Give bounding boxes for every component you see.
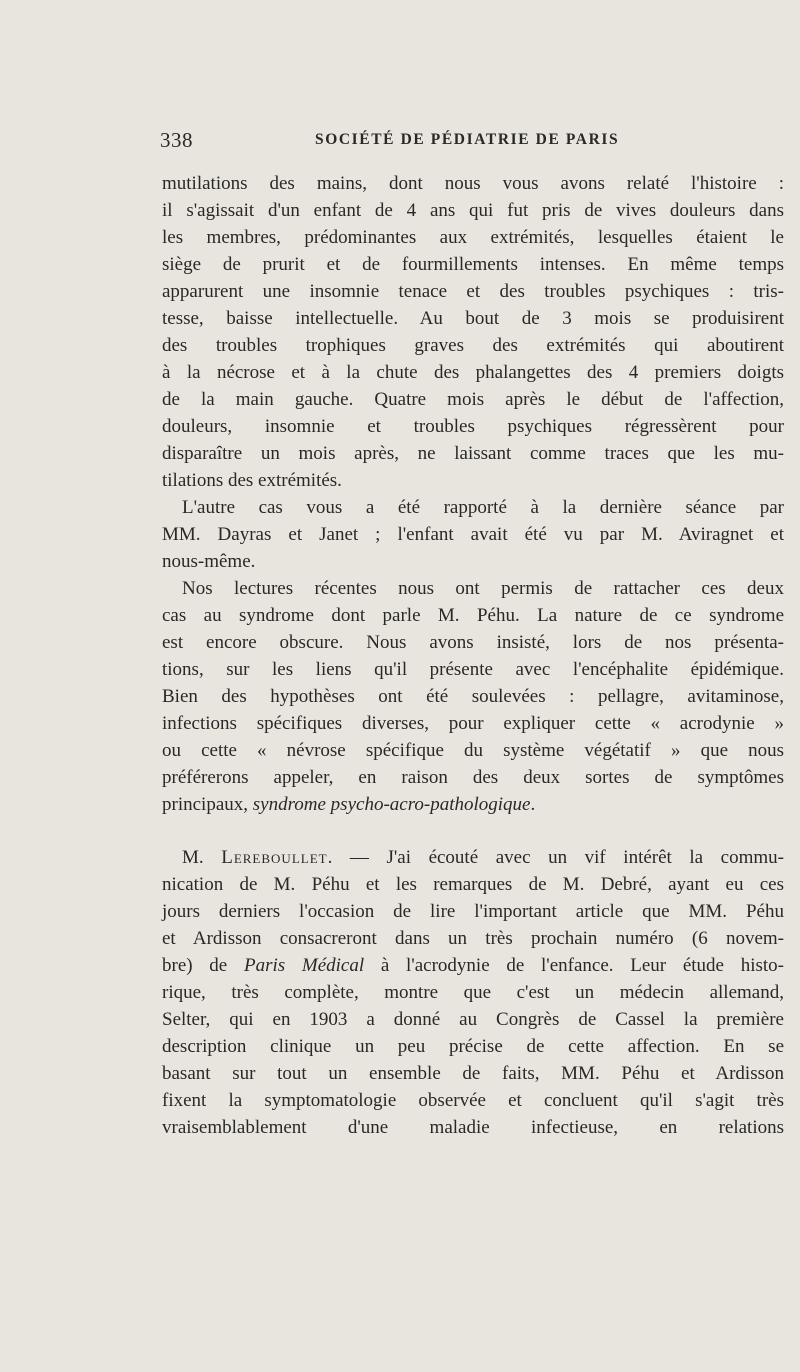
text-line: à la nécrose et à la chute des phalangettes des 4 premiers doigts xyxy=(162,362,784,383)
paragraph-3 xyxy=(162,575,784,818)
text-line: Selter, qui en 1903 a donné au Congrès de Cassel la première xyxy=(162,1009,784,1030)
text-line: jours derniers l'occasion de lire l'important article que MM. Péhu xyxy=(162,901,784,922)
text-line: mutilations des mains, dont nous vous avons relaté l'histoire : xyxy=(162,173,784,194)
text-line: et Ardisson consacreront dans un très prochain numéro (6 novem- xyxy=(162,928,784,949)
text-line: fixent la symptomatologie observée et concluent qu'il s'agit très xyxy=(162,1090,784,1111)
text-line: douleurs, insomnie et troubles psychiques régressèrent pour xyxy=(162,416,784,437)
text-line: nous-même. xyxy=(162,551,256,572)
text-segment: M. xyxy=(182,847,222,868)
body-text xyxy=(162,170,784,1141)
text-line: il s'agissait d'un enfant de 4 ans qui fut pris de vives douleurs dans xyxy=(162,200,784,221)
text-line: ou cette « névrose spécifique du système végétatif » que nous xyxy=(162,740,784,761)
text-line xyxy=(162,844,784,871)
text-line xyxy=(162,791,784,818)
text-line: apparurent une insomnie tenace et des troubles psychiques : tris- xyxy=(162,281,784,302)
text-line: préférerons appeler, en raison des deux sortes de symptômes xyxy=(162,767,784,788)
text-line: tions, sur les liens qu'il présente avec l'encéphalite épidémique. xyxy=(162,659,784,680)
text-line: siège de prurit et de fourmillements intenses. En même temps xyxy=(162,254,784,275)
text-line: tilations des extrémités. xyxy=(162,470,342,491)
text-line: tesse, baisse intellectuelle. Au bout de 3 mois se produisirent xyxy=(162,308,784,329)
text-line: est encore obscure. Nous avons insisté, lors de nos présenta- xyxy=(162,632,784,653)
running-title: SOCIÉTÉ DE PÉDIATRIE DE PARIS xyxy=(315,131,620,148)
text-segment: . — J'ai écouté avec un vif intérêt la commu- xyxy=(327,847,784,868)
text-segment: bre) de xyxy=(162,955,244,976)
text-line: cas au syndrome dont parle M. Péhu. La nature de ce syndrome xyxy=(162,605,784,626)
text-line: de la main gauche. Quatre mois après le début de l'affection, xyxy=(162,389,784,410)
paragraph-4 xyxy=(162,844,784,1141)
text-line: nication de M. Péhu et les remarques de M. Debré, ayant eu ces xyxy=(162,874,784,895)
text-line: L'autre cas vous a été rapporté à la dernière séance par xyxy=(182,497,784,518)
italic-term: syndrome psycho-acro-pathologique xyxy=(252,794,531,815)
text-line: vraisemblablement d'une maladie infectieuse, en relations xyxy=(162,1117,784,1138)
text-line: Nos lectures récentes nous ont permis de rattacher ces deux xyxy=(182,578,784,599)
text-segment: principaux, xyxy=(162,794,253,815)
text-line: infections spécifiques diverses, pour expliquer cette « acrodynie » xyxy=(162,713,784,734)
text-segment: . xyxy=(530,794,536,815)
text-segment: à l'acrodynie de l'enfance. Leur étude histo- xyxy=(364,955,784,976)
text-line: disparaître un mois après, ne laissant comme traces que les mu- xyxy=(162,443,784,464)
text-line: rique, très complète, montre que c'est un médecin allemand, xyxy=(162,982,784,1003)
paragraph-spacer xyxy=(162,818,784,844)
speaker-name: Lereboullet xyxy=(221,847,328,868)
page-header xyxy=(160,128,780,158)
text-line: Bien des hypothèses ont été soulevées : pellagre, avitaminose, xyxy=(162,686,784,707)
text-line: MM. Dayras et Janet ; l'enfant avait été vu par M. Aviragnet et xyxy=(162,524,784,545)
text-line: des troubles trophiques graves des extrémités qui aboutirent xyxy=(162,335,784,356)
text-line: les membres, prédominantes aux extrémités, lesquelles étaient le xyxy=(162,227,784,248)
paragraph-2 xyxy=(162,494,784,575)
text-line: description clinique un peu précise de cette affection. En se xyxy=(162,1036,784,1057)
text-line xyxy=(162,952,784,979)
text-line: basant sur tout un ensemble de faits, MM. Péhu et Ardisson xyxy=(162,1063,784,1084)
page-number: 338 xyxy=(160,128,193,152)
paragraph-1 xyxy=(162,170,784,494)
journal-title: Paris Médical xyxy=(243,955,365,976)
